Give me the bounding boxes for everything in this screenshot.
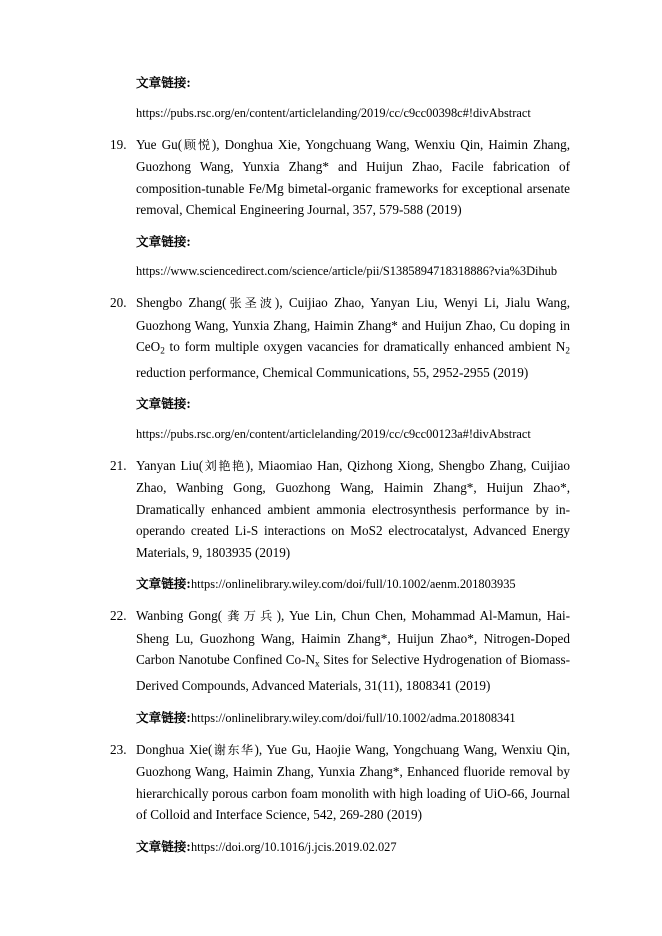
article-url[interactable]: https://pubs.rsc.org/en/content/articlelanding/2019/cc/c9cc00123a#!divAbstract [136,426,531,441]
reference-text [136,292,570,383]
link-label: 文章链接 [136,75,187,90]
link-label-row [136,393,570,415]
citation-text-part1: ), Yue Lin, Chun Chen, Mohammad Al-Mamun, Hai-Sheng Lu, Guozhong Wang, Haimin Zhang*, Huijun Zhao*, Nitrogen-Doped Carbon Nanotube Confined Co-N [136,608,570,668]
citation-text-part1: ), Cuijiao Zhao, Yanyan Liu, Wenyi Li, Jialu Wang, Guozhong Wang, Yunxia Zhang, Haimin Zhang* and Huijun Zhao, Cu doping in CeO [136,295,570,354]
link-label-colon: : [186,576,191,592]
link-label-row [136,231,570,253]
reference-entry [110,455,570,564]
reference-number: 19. [110,136,127,152]
subscript-nx: x [315,658,320,669]
link-label: 文章链接 [136,396,187,412]
document-body [110,72,570,858]
citation-text: ), Donghua Xie, Yongchuang Wang, Wenxiu Qin, Haimin Zhang, Guozhong Wang, Yunxia Zhang* and Huijun Zhao, Facile fabrication of composition-tunable Fe/Mg bimetal-organic frameworks for exceptional arsenate removal, Chemical Engineering Journal, 357, 579-588 (2019) [136,136,570,217]
reference-text [136,134,570,221]
link-block [110,231,570,283]
reference-entry [110,134,570,221]
citation-text-part2: to form multiple oxygen vacancies for dramatically enhanced ambient N [164,339,566,354]
link-label: 文章链接 [136,233,187,249]
link-block [110,573,570,595]
citation-text-part3: reduction performance, Chemical Communications, 55, 2952-2955 (2019) [136,364,529,380]
article-url[interactable]: https://pubs.rsc.org/en/content/articlelanding/2019/cc/c9cc00398c#!divAbstract [136,105,531,120]
citation-text-part2: Sites for Selective Hydrogenation of Biomass-Derived Compounds, Advanced Materials, 31(11), 1808341 (2019) [136,652,570,694]
link-block [110,836,570,858]
reference-entry [110,292,570,383]
subscript-n2: 2 [565,345,570,356]
link-label-colon: : [186,75,191,90]
link-label-colon: : [186,396,191,412]
citation-text: ), Miaomiao Han, Qizhong Xiong, Shengbo Zhang, Cuijiao Zhao, Wanbing Gong, Guozhong Wang, Haimin Zhang*, Huijun Zhao*, Dramatically enhanced ambient ammonia electrosynthesis performance by in-operando created Li-S interactions on MoS2 electrocatalyst, Advanced Energy Materials, 9, 1803935 (2019) [136,457,570,560]
author-lead: Donghua Xie( [136,741,213,757]
reference-number: 23. [110,741,127,757]
reference-text [136,605,570,696]
link-block-top [110,72,570,124]
link-label-colon: : [186,709,191,725]
author-cjk-name: 顾悦 [182,137,212,152]
article-url[interactable]: https://www.sciencedirect.com/science/article/pii/S1385894718318886?via%3Dihub [136,264,558,278]
author-cjk-name: 龚万兵 [227,609,277,624]
reference-entry [110,605,570,696]
reference-entry [110,739,570,826]
subscript-ceo2: 2 [160,345,165,356]
citation-text: ), Yue Gu, Haojie Wang, Yongchuang Wang, Wenxiu Qin, Guozhong Wang, Haimin Zhang, Yunxia Zhang*, Enhanced fluoride removal by hierarchically porous carbon foam monolith with high loading of UiO-66, Journal of Colloid and Interface Science, 542, 269-280 (2019) [136,741,571,823]
author-cjk-name: 张圣波 [226,296,275,310]
reference-text [136,739,570,826]
link-label: 文章链接 [136,709,187,725]
article-url[interactable]: https://onlinelibrary.wiley.com/doi/full/10.1002/aenm.201803935 [190,577,516,592]
link-label-colon: : [186,838,191,854]
link-label: 文章链接 [136,576,187,592]
author-cjk-name: 谢东华 [212,742,255,757]
author-lead: Yue Gu( [136,136,183,152]
author-lead: Shengbo Zhang( [136,295,227,310]
link-label-row [136,72,570,94]
reference-number: 21. [110,457,127,473]
reference-number: 22. [110,608,127,624]
author-lead: Wanbing Gong( [136,608,228,624]
reference-text [136,455,570,564]
author-cjk-name: 刘艳艳 [203,458,246,473]
author-lead: Yanyan Liu( [136,457,204,473]
link-block [110,707,570,729]
link-block [110,393,570,445]
link-label: 文章链接 [136,838,187,854]
article-url[interactable]: https://onlinelibrary.wiley.com/doi/full/10.1002/adma.201808341 [190,710,516,725]
link-label-colon: : [186,233,191,249]
reference-number: 20. [110,295,127,310]
article-url[interactable]: https://doi.org/10.1016/j.jcis.2019.02.027 [190,839,397,854]
